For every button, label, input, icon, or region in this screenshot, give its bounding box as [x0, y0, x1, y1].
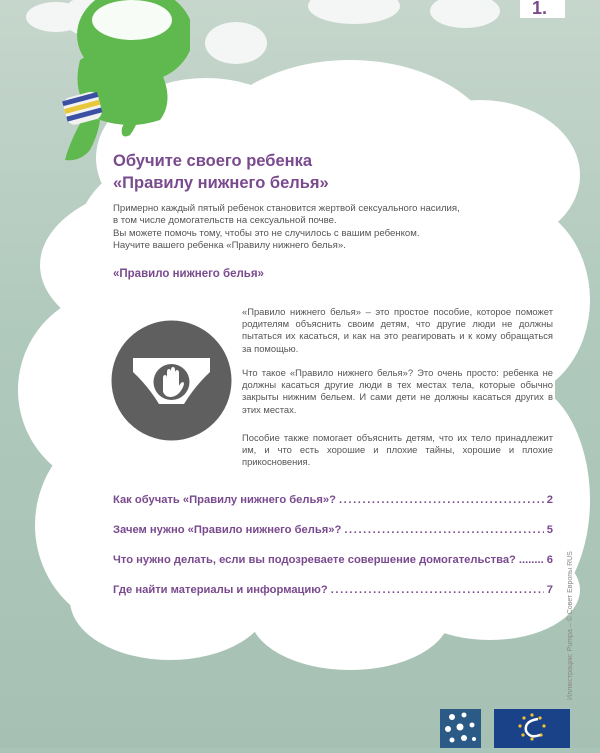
intro-line-2: в том числе домогательств на сексуальной почве.	[113, 215, 337, 227]
top-cloud-center	[205, 22, 267, 64]
title-line-1: Обучите своего ребенка	[113, 152, 313, 170]
intro-text	[113, 203, 513, 253]
toc-leader	[339, 494, 544, 506]
snowflake-logo-icon	[440, 709, 481, 748]
toc-label: Что нужно делать, если вы подозреваете совершение домогательства?	[113, 554, 516, 566]
toc-leader	[519, 554, 544, 566]
toc-label: Где найти материалы и информацию?	[113, 584, 328, 596]
toc-item-2[interactable]	[113, 524, 553, 536]
council-of-europe-stars-icon	[494, 709, 570, 748]
toc-label: Как обучать «Правилу нижнего белья»?	[113, 494, 336, 506]
page-number: 1.	[532, 0, 548, 18]
page-title	[113, 150, 329, 194]
section-subheading: «Правило нижнего белья»	[113, 268, 264, 280]
paragraph-3: Пособие также помогает объяснить детям, что их тело принадлежит им, и что есть хорошие и плохие тайны, хорошие и плохие прикосновения.	[242, 432, 553, 468]
title-line-2: «Правилу нижнего белья»	[113, 174, 329, 192]
toc-item-1[interactable]	[113, 494, 553, 506]
toc-item-4[interactable]	[113, 584, 553, 596]
toc-page: 6	[546, 554, 553, 566]
toc-page: 5	[546, 524, 553, 536]
mascot-illustration	[40, 0, 190, 165]
intro-line-4: Научите вашего ребенка «Правилу нижнего белья».	[113, 240, 346, 252]
page-number-tab	[520, 0, 565, 18]
underwear-hand-icon	[111, 320, 232, 441]
mascot-cloud-puff	[92, 0, 172, 40]
paragraph-1: «Правило нижнего белья» – это простое пособие, которое поможет родителям объяснить своим детям, что другие люди не должны пытаться их касаться, и как на это реагировать и к кому обращаться за помощью.	[242, 306, 553, 354]
toc-page: 7	[546, 584, 553, 596]
council-of-europe-logo	[494, 709, 570, 748]
toc-leader	[331, 584, 544, 596]
toc-leader	[344, 524, 543, 536]
intro-line-3: Вы можете помочь тому, чтобы это не случилось с вашим ребенком.	[113, 227, 420, 239]
illustration-credit: Иллюстрации: Pumpa – © Совет Европы RUS	[567, 551, 574, 700]
paragraph-2: Что такое «Правило нижнего белья»? Это очень просто: ребенка не должны касаться другие люди в тех местах тела, которые обычно закрыты нижним бельем. И сами дети не должны касаться других в этих местах.	[242, 367, 553, 415]
toc-page: 2	[546, 494, 553, 506]
partner-logo	[440, 709, 481, 748]
toc-item-3[interactable]	[113, 554, 553, 566]
intro-line-1: Примерно каждый пятый ребенок становится жертвой сексуального насилия,	[113, 203, 460, 214]
toc-label: Зачем нужно «Правило нижнего белья»?	[113, 524, 342, 536]
